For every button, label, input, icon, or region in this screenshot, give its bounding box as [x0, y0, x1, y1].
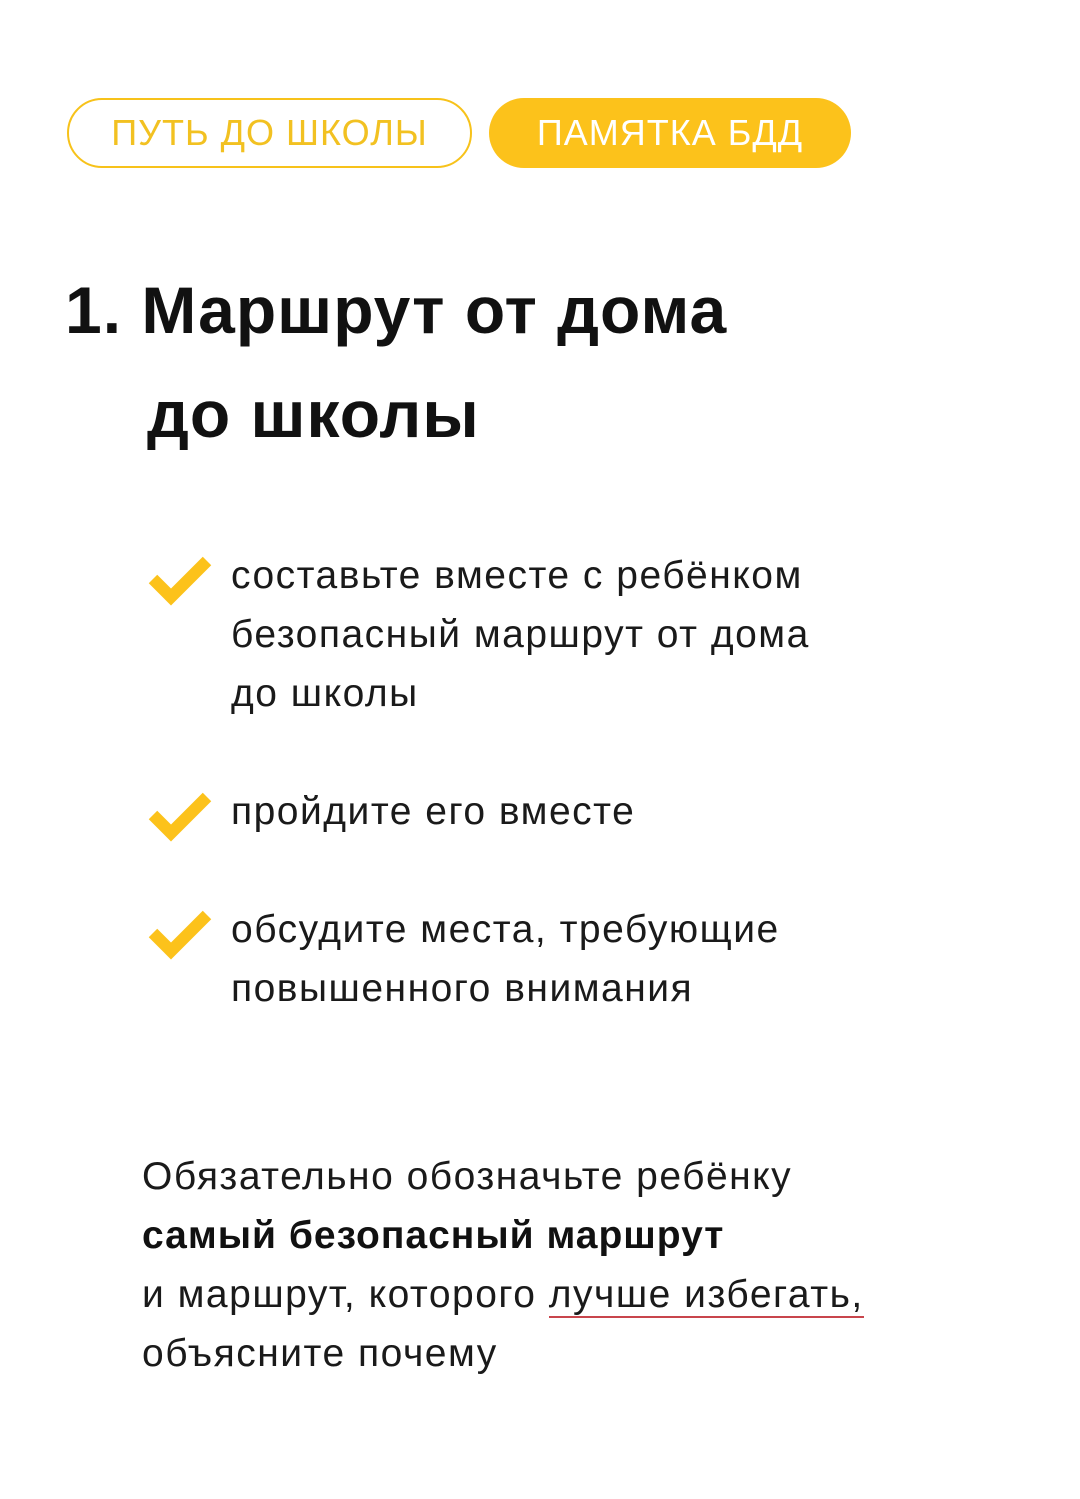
checklist-line: повышенного внимания — [231, 967, 694, 1010]
checklist-line: обсудите места, требующие — [231, 908, 780, 951]
note-underlined-phrase: лучше избегать, — [548, 1273, 864, 1316]
title-line-2: до школы — [147, 377, 480, 451]
checkmark-icon — [147, 906, 213, 960]
note-line-1: Обязательно обозначьте ребёнку — [142, 1155, 793, 1198]
checkmark-icon — [147, 788, 213, 842]
route-to-school-tag: ПУТЬ ДО ШКОЛЫ — [67, 98, 472, 168]
page-title — [65, 258, 727, 466]
title-line-1: 1. Маршрут от дома — [65, 273, 728, 347]
note-line-4: объясните почему — [142, 1332, 498, 1375]
checklist-item-text — [231, 900, 780, 1018]
checklist-line: пройдите его вместе — [231, 790, 636, 833]
note-line-3-start: и маршрут, которого — [142, 1273, 549, 1316]
checklist-line: до школы — [231, 672, 419, 715]
checklist-line: составьте вместе с ребёнком — [231, 554, 803, 597]
road-safety-memo-tag: ПАМЯТКА БДД — [489, 98, 851, 168]
note-line-3 — [142, 1265, 864, 1324]
checklist-item-text — [231, 782, 635, 841]
checklist-item-text — [231, 546, 810, 723]
checkmark-icon — [147, 552, 213, 606]
safety-note — [142, 1147, 864, 1383]
note-emphasis: самый безопасный маршрут — [142, 1214, 725, 1257]
checklist-line: безопасный маршрут от дома — [231, 613, 810, 656]
